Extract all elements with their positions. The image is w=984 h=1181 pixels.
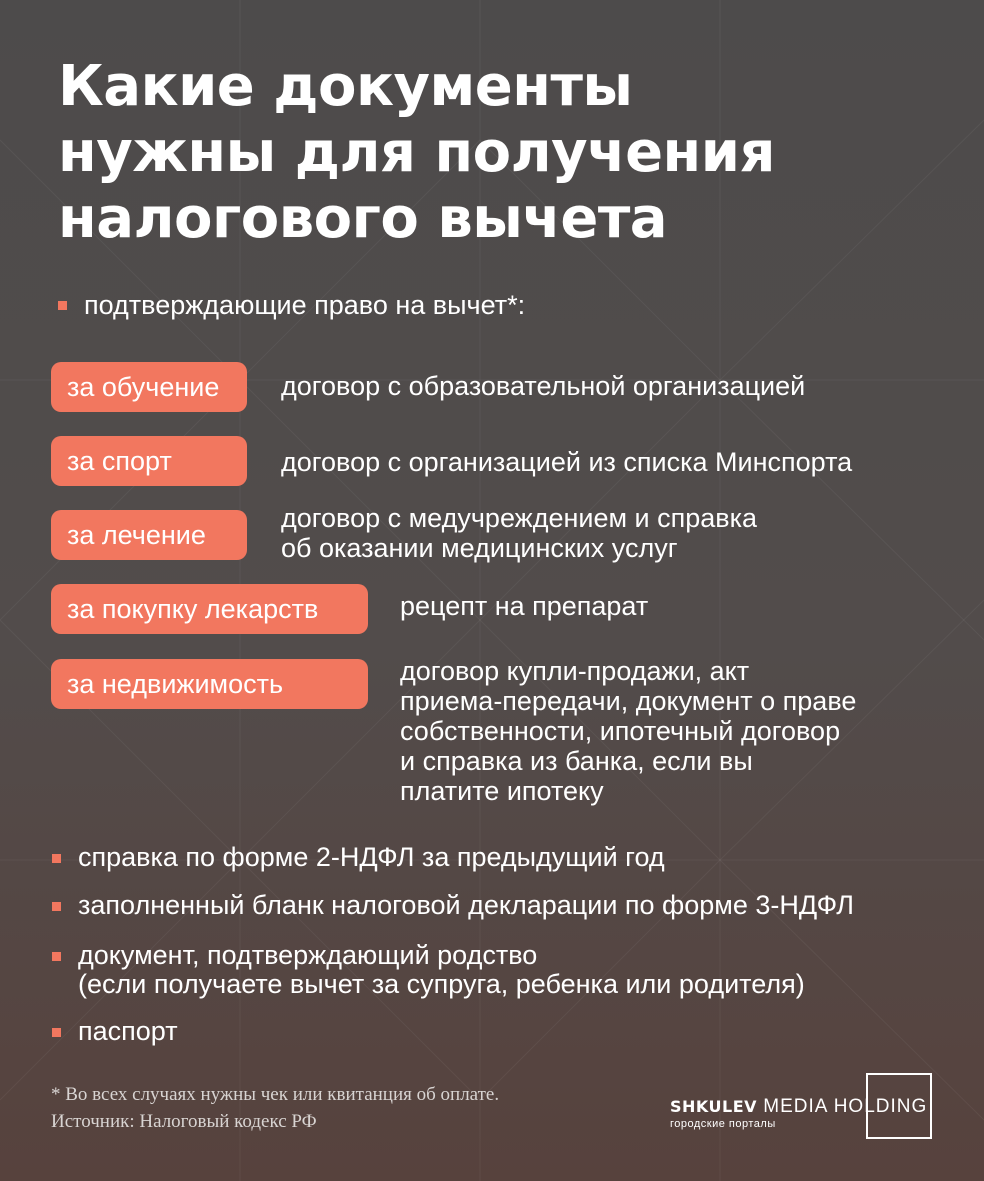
title-line: нужны для получения	[58, 120, 775, 185]
page-title	[58, 54, 938, 252]
desc-line: платите ипотеку	[400, 776, 604, 806]
footnote: * Во всех случаях нужны чек или квитанция об оплате.	[51, 1084, 500, 1105]
document-item-note: (если получаете вычет за супруга, ребенка или родителя)	[78, 969, 805, 999]
bullet-icon	[52, 902, 61, 911]
desc-line: об оказании медицинских услуг	[281, 533, 678, 563]
logo-brand: SHKULEV	[670, 1097, 758, 1116]
tag-sport: за спорт	[51, 436, 247, 486]
title-line: Какие документы	[58, 54, 633, 119]
logo-tagline: городские порталы	[670, 1118, 776, 1130]
document-item: справка по форме 2-НДФЛ за предыдущий год	[78, 842, 665, 872]
desc-line: собственности, ипотечный договор	[400, 716, 841, 746]
source: Источник: Налоговый кодекс РФ	[51, 1111, 317, 1132]
bullet-icon	[58, 301, 67, 310]
desc-line: договор с организацией из списка Минспорта	[281, 447, 853, 477]
tag-education: за обучение	[51, 362, 247, 412]
document-item: заполненный бланк налоговой декларации по форме 3-НДФЛ	[78, 890, 854, 920]
bullet-icon	[52, 854, 61, 863]
desc-medicines	[400, 591, 648, 621]
desc-treatment	[281, 503, 757, 563]
tag-medicines: за покупку лекарств	[51, 584, 368, 634]
desc-sport	[281, 447, 852, 477]
logo-wordmark	[670, 1096, 927, 1118]
logo-name: MEDIA HOLDING	[757, 1096, 928, 1117]
desc-education	[281, 371, 805, 401]
document-item: документ, подтверждающий родство	[78, 940, 538, 970]
tag-treatment: за лечение	[51, 510, 247, 560]
document-item: паспорт	[78, 1016, 178, 1046]
intro-text: подтверждающие право на вычет*:	[84, 290, 526, 320]
desc-line: приема-передачи, документ о праве	[400, 686, 857, 716]
desc-line: договор с медучреждением и справка	[281, 503, 758, 533]
bullet-icon	[52, 1028, 61, 1037]
desc-line: договор купли-продажи, акт	[400, 656, 750, 686]
desc-realty	[400, 656, 856, 806]
desc-line: договор с образовательной организацией	[281, 371, 806, 401]
bullet-icon	[52, 952, 61, 961]
desc-line: и справка из банка, если вы	[400, 746, 753, 776]
tag-realty: за недвижимость	[51, 659, 368, 709]
title-line: налогового вычета	[58, 186, 668, 251]
desc-line: рецепт на препарат	[400, 591, 649, 621]
